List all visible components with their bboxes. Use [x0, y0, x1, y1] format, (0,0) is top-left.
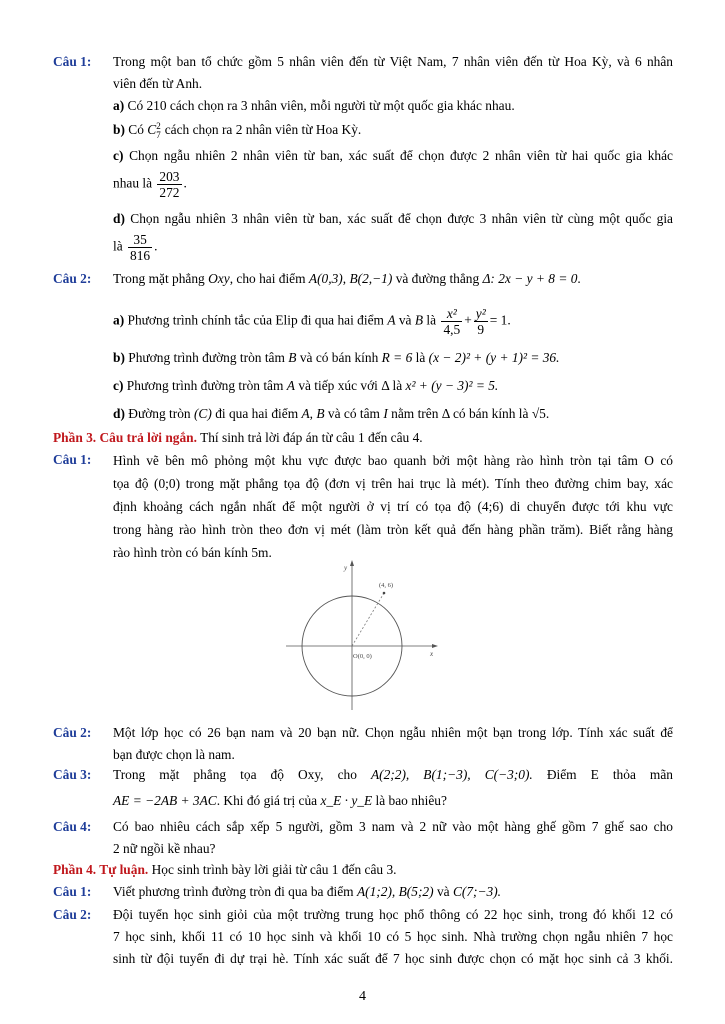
- option-c-cont: nhau là $\frac{203}{272}$ .: [113, 169, 187, 200]
- question-text: tọa độ (0;0) trong mặt phẳng tọa độ (đơn vị trên hai trục là mét). Tính theo đường chim bay, xác: [113, 476, 673, 491]
- y-axis-arrow: [350, 560, 354, 566]
- question-text: AE = −2AB + 3AC. Khi đó giá trị của x_E · y_E là bao nhiêu?: [113, 793, 447, 808]
- question-text: 7 học sinh, khối 11 có 10 học sinh và khối 10 có 5 học sinh. Nhà trường chọn ngẫu nhiên 7 học: [113, 929, 673, 944]
- question-label: Câu 2:: [53, 907, 92, 922]
- question-text: sinh từ đội tuyển đi dự trại hè. Tính xác suất để 7 học sinh được chọn có mặt học sinh cả 3 khối.: [113, 951, 673, 966]
- point-label: (4, 6): [379, 582, 394, 589]
- fraction: $\frac{\text{y²}}{9}$: [475, 306, 486, 337]
- origin-label: O(0, 0): [353, 653, 372, 660]
- fraction: $\frac{35}{816}$: [130, 232, 151, 263]
- fraction: $\frac{\text{x²}}{4,5}$: [443, 306, 461, 337]
- question-text: bạn được chọn là nam.: [113, 747, 235, 762]
- option-d: d) Chọn ngẫu nhiên 3 nhân viên từ ban, xác suất để chọn được 3 nhân viên từ cùng một quốc gia: [113, 211, 673, 226]
- option-a: a) Phương trình chính tắc của Elip đi qua hai điểm A và B là $\frac{\text{x²}}{4,5}$ + $\frac{\text{y²}}{9}$ = 1.: [113, 306, 511, 337]
- question-text: trong hàng rào hình tròn theo đơn vị mét (làm tròn kết quả đến hàng phần trăm). Biết rằng hàng: [113, 522, 673, 537]
- question-text: viên đến từ Anh.: [113, 76, 203, 91]
- question-label: Câu 2:: [53, 725, 92, 740]
- question-text: Viết phương trình đường tròn đi qua ba điểm A(1;2), B(5;2) và C(7;−3).: [113, 884, 502, 899]
- question-text: Có bao nhiêu cách sắp xếp 5 người, gồm 3 nam và 2 nữ vào một hàng ghế gồm 7 ghế sao cho: [113, 819, 673, 834]
- question-text: Hình vẽ bên mô phỏng một khu vực được bao quanh bởi một hàng rào hình tròn tại tâm O có: [113, 453, 673, 468]
- question-label: Câu 3:: [53, 767, 92, 782]
- question-label: Câu 2:: [53, 271, 92, 286]
- question-label: Câu 1:: [53, 452, 92, 467]
- dashed-segment: [352, 593, 384, 646]
- option-b: b) Có C 2 7 cách chọn ra 2 nhân viên từ Hoa Kỳ.: [113, 120, 362, 140]
- section-title: Phần 3. Câu trả lời ngắn.: [53, 430, 197, 445]
- question-text: Trong một ban tổ chức gồm 5 nhân viên đến từ Việt Nam, 7 nhân viên đến từ Hoa Kỳ, và 6 nhân: [113, 54, 673, 69]
- section-description: Thí sinh trả lời đáp án từ câu 1 đến câu 4.: [200, 430, 423, 445]
- coordinate-diagram: [286, 560, 438, 710]
- option-c: c) Chọn ngẫu nhiên 2 nhân viên từ ban, xác suất để chọn được 2 nhân viên từ hai quốc gia khác: [113, 148, 673, 163]
- section-title: Phần 4. Tự luận.: [53, 862, 149, 877]
- option-a: a) Có 210 cách chọn ra 3 nhân viên, mỗi người từ một quốc gia khác nhau.: [113, 98, 515, 113]
- y-axis-label: y: [344, 564, 348, 572]
- question-text: rào hình tròn có bán kính 5m.: [113, 545, 272, 560]
- option-d: d) Đường tròn (C) đi qua hai điểm A, B và có tâm I nằm trên Δ có bán kính là √5.: [113, 406, 550, 421]
- question-label: Câu 4:: [53, 819, 92, 834]
- question-text: Đội tuyển học sinh giỏi của một trường trung học phổ thông có 22 học sinh, trong đó khối 12 có: [113, 907, 673, 922]
- x-axis-arrow: [432, 644, 438, 648]
- circle-fence-figure: [286, 560, 438, 710]
- fraction: $\frac{203}{272}$: [159, 169, 180, 200]
- section-3-heading: [53, 427, 673, 449]
- question-text: 2 nữ ngồi kề nhau?: [113, 841, 216, 856]
- question-text: Trong mặt phẳng Oxy, cho hai điểm A(0,3), B(2,−1) và đường thẳng Δ: 2x − y + 8 = 0.: [113, 271, 581, 286]
- question-text: Một lớp học có 26 bạn nam và 20 bạn nữ. Chọn ngẫu nhiên một bạn trong lớp. Tính xác suất để: [113, 725, 673, 740]
- question-label: Câu 1:: [53, 54, 92, 69]
- question-label: Câu 1:: [53, 884, 92, 899]
- option-d-cont: là $\frac{35}{816}$ .: [113, 232, 158, 263]
- question-text: định khoảng cách ngắn nhất để một người ở vị trí có tọa độ (4;6) di chuyển được tới khu vực: [113, 499, 673, 514]
- page-number: 4: [359, 989, 366, 1004]
- point-4-6: [383, 592, 386, 595]
- section-4-heading: [53, 859, 673, 881]
- option-b: b) Phương trình đường tròn tâm B và có bán kính R = 6 là (x − 2)² + (y + 1)² = 36.: [113, 350, 560, 365]
- option-c: c) Phương trình đường tròn tâm A và tiếp xúc với Δ là x² + (y − 3)² = 5.: [113, 378, 499, 393]
- question-text: Trong mặt phẳng tọa độ Oxy, cho A(2;2), B(1;−3), C(−3;0). Điểm E thỏa mãn: [113, 767, 673, 782]
- section-description: Học sinh trình bày lời giải từ câu 1 đến câu 3.: [151, 862, 397, 877]
- x-axis-label: x: [430, 650, 434, 658]
